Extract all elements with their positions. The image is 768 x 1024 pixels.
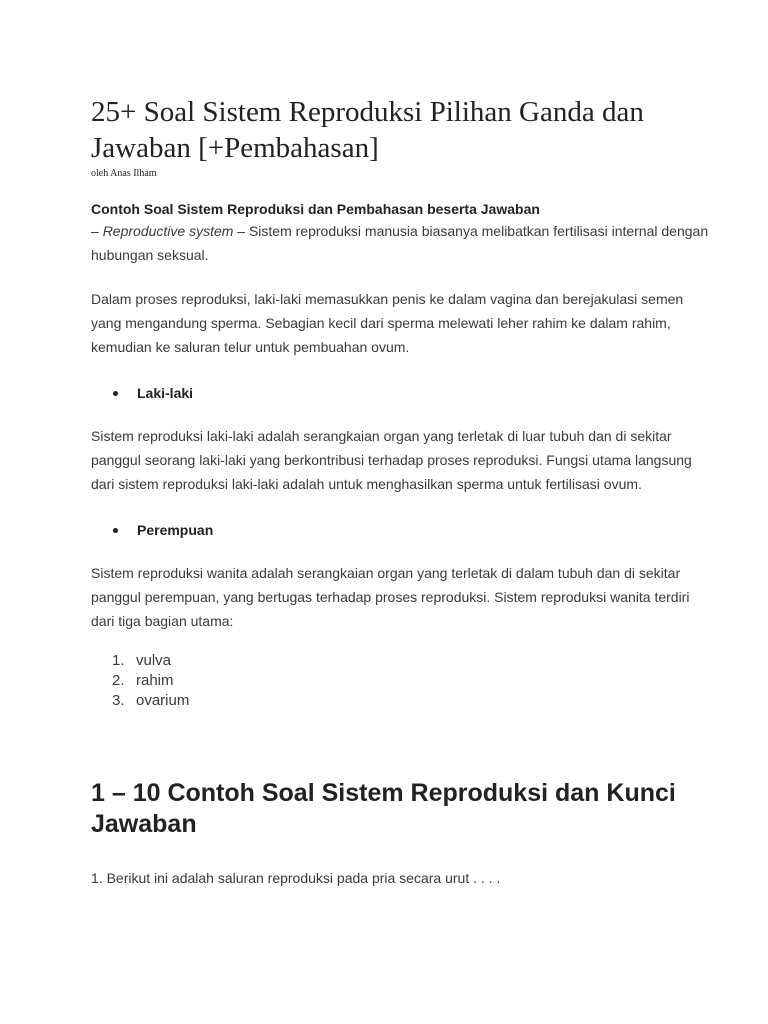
list-item-label: rahim (136, 672, 174, 689)
bullet-dot-icon (113, 391, 118, 396)
male-paragraph: Sistem reproduksi laki-laki adalah serangkaian organ yang terletak di luar tubuh dan di sekitar panggul seorang laki-laki yang berkontribusi terhadap proses reproduksi. Fungsi utama langsung dari sistem reproduksi laki-laki adalah untuk menghasilkan sperma untuk fertilisasi ovum. (91, 428, 692, 492)
female-bullet-label: Perempuan (137, 522, 214, 538)
document-page (91, 94, 711, 890)
female-paragraph: Sistem reproduksi wanita adalah serangkaian organ yang terletak di dalam tubuh dan di sekitar panggul perempuan, yang bertugas terhadap proses reproduksi. Sistem reproduksi wanita terdiri dari tiga bagian utama: (91, 565, 690, 629)
document-title: 25+ Soal Sistem Reproduksi Pilihan Ganda dan Jawaban [+Pembahasan] (91, 96, 644, 164)
process-paragraph: Dalam proses reproduksi, laki-laki memasukkan penis ke dalam vagina dan berejakulasi semen yang mengandung sperma. Sebagian kecil dari sperma melewati leher rahim ke dalam rahim, kemudian ke saluran telur untuk pembuahan ovum. (91, 291, 684, 355)
bullet-dot-icon (113, 528, 118, 533)
female-bullet-item (91, 519, 711, 541)
intro-term: Reproductive system (102, 223, 234, 239)
list-item-number: 3. (112, 692, 125, 709)
list-item-label: vulva (136, 652, 172, 669)
list-item (91, 691, 711, 711)
male-bullet-label: Laki-laki (137, 385, 194, 401)
list-item (91, 651, 711, 671)
list-item-label: ovarium (136, 692, 190, 709)
list-item-number: 2. (112, 672, 125, 689)
female-bullet-list (91, 519, 711, 541)
list-item (91, 671, 711, 691)
list-item-number: 1. (112, 652, 125, 669)
intro-dash: – (91, 223, 103, 239)
lead-heading: Contoh Soal Sistem Reproduksi dan Pembahasan beserta Jawaban (91, 201, 540, 217)
intro-paragraph (91, 219, 711, 267)
female-parts-list (91, 651, 711, 711)
intro-rest: – Sistem reproduksi manusia biasanya melibatkan fertilisasi internal dengan hubungan seksual. (91, 223, 709, 263)
section-heading: 1 – 10 Contoh Soal Sistem Reproduksi dan Kunci Jawaban (91, 779, 676, 838)
author-byline: oleh Anas Ilham (91, 168, 157, 179)
male-bullet-list (91, 382, 711, 404)
male-bullet-item (91, 382, 711, 404)
question-1: 1. Berikut ini adalah saluran reproduksi pada pria secara urut . . . . (91, 870, 501, 886)
